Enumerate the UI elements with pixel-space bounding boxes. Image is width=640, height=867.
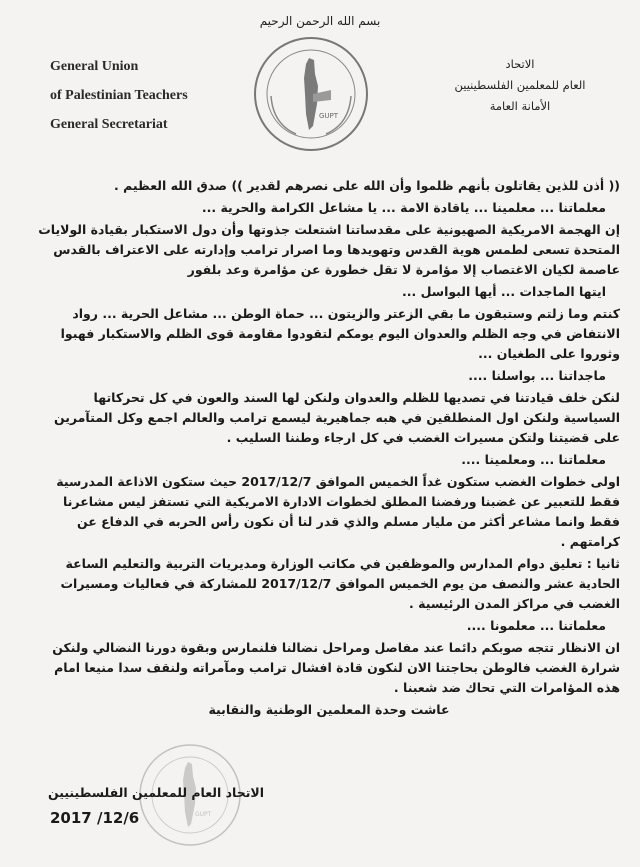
org-name-arabic [440, 54, 600, 117]
paragraph-6: ان الانظار تتجه صوبكم دائما عند مفاصل ومراحل نضالنا فلنمارس وبقوة دورنا النضالي ولنكن شرارة الغضب فالوطن بحاجتنا الان لنكون قادة افشال ترامب ومآمراته ولنقف سدا منيعا امام هذه المؤامرات التي تحاك ضد شعبنا . [52, 640, 620, 695]
org-name-english-line-1: General Union [50, 59, 139, 74]
paragraph-2: كنتم وما زلتم وستبقون ما بقي الزعتر والزيتون ... حماة الوطن ... مشاعل الحرية ... رواد الانتفاض في وجه الظلم والعدوان اليوم يومكم لتقودوا مقاومة قوى الظلم والاستكبار فهبوا وثوروا على الطغيان ... [60, 306, 620, 361]
org-name-english-line-3: General Secretariat [50, 117, 168, 132]
org-name-arabic-line-1: الاتحاد [505, 57, 535, 71]
paragraph-5: ثانيا : تعليق دوام المدارس والموظفين في مكاتب الوزارة ومديريات التربية والتعليم الساعة الحادية عشر والنصف من يوم الخميس الموافق 2017/12/7 للمشاركة في فعاليات ومسيرات الغضب في مراكز المدن الرئيسية . [60, 556, 620, 611]
org-name-english-line-2: of Palestinian Teachers [50, 88, 188, 103]
paragraph-1: إن الهجمة الامريكية الصهيونية على مقدساتنا اشتعلت جذوتها وأن دول الاستكبار بقيادة الولايات المتحدة تسعى لطمس هوية القدس وتهويدها وما اصرار ترامب وإدارته على الاعتراف بالقدس عاصمة لكيان الاغتصاب إلا مؤامرة لا تقل خطورة عن مؤامرة وعد بلفور [38, 222, 620, 277]
salutation-5: معلماتنا ... معلمونا .... [466, 618, 606, 633]
paragraph-4: اولى خطوات الغضب ستكون غداً الخميس الموافق 2017/12/7 حيث ستكون الاذاعة المدرسية فقط للتعبير عن غضبنا ورفضنا المطلق لخطوات الادارة الامريكية التي تستفز ليس مشاعرنا فقط وانما مشاعر أكثر من مليار مسلم والذي قدر لنا أن نكون رأس الحربه في الدفاع عن كرامتهم . [56, 474, 620, 549]
signature-organization: الاتحاد العام للمعلمين الفلسطينيين [47, 785, 265, 800]
quran-verse: (( أذن للذين يقاتلون بأنهم ظلموا وأن الله على نصرهم لقدير )) صدق الله العظيم . [114, 178, 620, 193]
salutation-2: ايتها الماجدات ... أيها البواسل ... [402, 284, 606, 299]
salutation-3: ماجداتنا ... بواسلنا .... [468, 368, 606, 383]
org-name-arabic-line-3: الأمانة العامة [489, 99, 551, 113]
svg-text:GUPT: GUPT [195, 811, 212, 818]
letter-date: 2017 /12/6 [50, 809, 140, 827]
org-name-arabic-line-2: العام للمعلمين الفلسطينيين [454, 78, 586, 92]
salutation-4: معلماتنا ... ومعلمينا .... [461, 452, 606, 467]
letter-body [38, 176, 620, 722]
closing-slogan: عاشت وحدة المعلمين الوطنية والنقابية [208, 702, 450, 717]
salutation: معلماتنا ... معلمينا ... ياقادة الامة ... يا مشاعل الكرامة والحرية ... [201, 200, 606, 215]
union-seal-logo [251, 34, 371, 154]
org-name-english [50, 52, 188, 139]
svg-text:GUPT: GUPT [319, 112, 339, 120]
paragraph-3: لنكن خلف قيادتنا في تصديها للظلم والعدوان ولنكن لها السند والعون في كل تحركاتها السياسية ولنكن اول المنطلقين في هبه جماهيرية ليسمع ترامب والعالم اجمع وكل المتآمرين على قضيتنا ولتكن مسيرات الغضب في كل ارجاء وطننا السليب . [53, 390, 620, 445]
basmala: بسم الله الرحمن الرحيم [259, 14, 381, 28]
